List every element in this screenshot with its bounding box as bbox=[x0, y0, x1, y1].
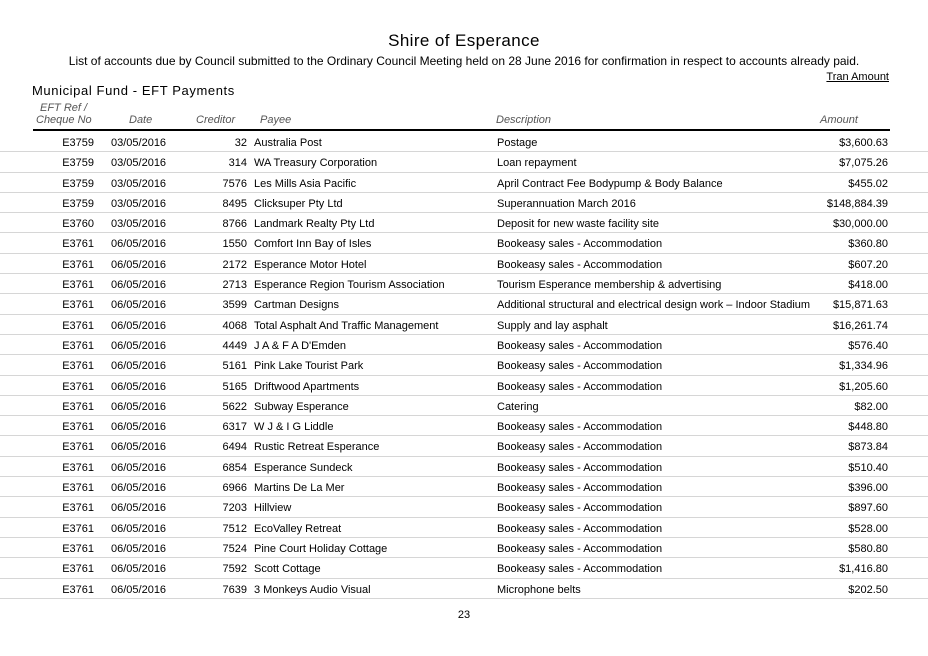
cell-ref: E3759 bbox=[62, 177, 94, 190]
cell-description: Postage bbox=[497, 137, 538, 149]
table-row bbox=[0, 254, 928, 274]
cell-ref: E3761 bbox=[62, 299, 94, 312]
cell-creditor: 2172 bbox=[222, 258, 247, 271]
cell-amount: $3,600.63 bbox=[839, 137, 888, 149]
cell-creditor: 6966 bbox=[222, 482, 247, 495]
header-ref-line2: Cheque No bbox=[36, 114, 92, 126]
table-row bbox=[0, 355, 928, 375]
cell-date: 06/05/2016 bbox=[111, 563, 167, 576]
cell-ref: E3761 bbox=[62, 542, 94, 555]
cell-date: 03/05/2016 bbox=[111, 137, 167, 149]
cell-creditor: 7524 bbox=[222, 542, 247, 555]
cell-amount: $455.02 bbox=[848, 177, 888, 190]
cell-payee: 3 Monkeys Audio Visual bbox=[254, 583, 371, 596]
cell-ref: E3759 bbox=[62, 137, 94, 149]
cell-payee: Cartman Designs bbox=[254, 299, 339, 312]
cell-payee: Scott Cottage bbox=[254, 563, 321, 576]
cell-description: Microphone belts bbox=[497, 583, 581, 596]
table-row bbox=[0, 579, 928, 599]
cell-ref: E3761 bbox=[62, 339, 94, 352]
cell-date: 06/05/2016 bbox=[111, 583, 167, 596]
cell-creditor: 7512 bbox=[222, 522, 247, 535]
cell-amount: $510.40 bbox=[848, 461, 888, 474]
cell-amount: $576.40 bbox=[848, 339, 888, 352]
cell-creditor: 314 bbox=[228, 157, 247, 170]
cell-creditor: 6494 bbox=[222, 441, 247, 454]
cell-creditor: 7592 bbox=[222, 563, 247, 576]
cell-date: 03/05/2016 bbox=[111, 197, 167, 210]
cell-creditor: 5161 bbox=[222, 360, 247, 373]
cell-payee: Subway Esperance bbox=[254, 400, 349, 413]
cell-creditor: 5165 bbox=[222, 380, 247, 393]
cell-ref: E3761 bbox=[62, 461, 94, 474]
table-row bbox=[0, 436, 928, 456]
cell-date: 06/05/2016 bbox=[111, 400, 167, 413]
cell-payee: WA Treasury Corporation bbox=[254, 157, 378, 170]
cell-description: Superannuation March 2016 bbox=[497, 197, 636, 210]
table-row bbox=[0, 213, 928, 233]
cell-ref: E3760 bbox=[62, 218, 94, 231]
cell-creditor: 6854 bbox=[222, 461, 247, 474]
cell-payee: W J & I G Liddle bbox=[254, 421, 334, 434]
cell-amount: $448.80 bbox=[848, 421, 888, 434]
table-row bbox=[0, 193, 928, 213]
cell-description: Bookeasy sales - Accommodation bbox=[497, 441, 663, 454]
cell-ref: E3761 bbox=[62, 583, 94, 596]
cell-ref: E3759 bbox=[62, 157, 94, 170]
cell-amount: $202.50 bbox=[848, 583, 888, 596]
cell-ref: E3761 bbox=[62, 258, 94, 271]
cell-payee: Pink Lake Tourist Park bbox=[254, 360, 364, 373]
cell-creditor: 32 bbox=[234, 137, 247, 149]
cell-payee: Clicksuper Pty Ltd bbox=[254, 197, 343, 210]
cell-description: Bookeasy sales - Accommodation bbox=[497, 542, 663, 555]
cell-description: Supply and lay asphalt bbox=[497, 319, 608, 332]
cell-creditor: 4068 bbox=[222, 319, 247, 332]
cell-amount: $7,075.26 bbox=[839, 157, 888, 170]
cell-description: Bookeasy sales - Accommodation bbox=[497, 522, 663, 535]
cell-amount: $580.80 bbox=[848, 542, 888, 555]
cell-description: April Contract Fee Bodypump & Body Balance bbox=[497, 177, 723, 190]
table-row bbox=[0, 274, 928, 294]
table-row bbox=[0, 457, 928, 477]
cell-date: 06/05/2016 bbox=[111, 258, 167, 271]
table-row bbox=[0, 315, 928, 335]
cell-date: 06/05/2016 bbox=[111, 279, 167, 292]
header-creditor: Creditor bbox=[196, 114, 236, 126]
table-row bbox=[0, 335, 928, 355]
cell-payee: Les Mills Asia Pacific bbox=[254, 177, 357, 190]
cell-amount: $30,000.00 bbox=[832, 218, 888, 231]
cell-creditor: 8766 bbox=[222, 218, 247, 231]
cell-amount: $607.20 bbox=[848, 258, 888, 271]
cell-ref: E3761 bbox=[62, 522, 94, 535]
cell-payee: Esperance Region Tourism Association bbox=[254, 279, 445, 292]
cell-date: 06/05/2016 bbox=[111, 522, 167, 535]
cell-ref: E3761 bbox=[62, 319, 94, 332]
cell-payee: Martins De La Mer bbox=[254, 482, 345, 495]
cell-payee: Pine Court Holiday Cottage bbox=[254, 542, 388, 555]
section-heading: Municipal Fund - EFT Payments bbox=[32, 83, 235, 98]
header-divider bbox=[33, 129, 890, 131]
header-ref-line1: EFT Ref / bbox=[40, 102, 88, 114]
cell-payee: J A & F A D'Emden bbox=[254, 339, 346, 352]
cell-description: Additional structural and electrical design work – Indoor Stadium bbox=[497, 299, 811, 312]
cell-description: Loan repayment bbox=[497, 157, 577, 170]
table-row bbox=[0, 538, 928, 558]
cell-ref: E3761 bbox=[62, 563, 94, 576]
cell-payee: Total Asphalt And Traffic Management bbox=[254, 319, 439, 332]
cell-ref: E3761 bbox=[62, 502, 94, 515]
cell-creditor: 1550 bbox=[222, 238, 247, 251]
cell-description: Bookeasy sales - Accommodation bbox=[497, 238, 663, 251]
table-row bbox=[0, 518, 928, 538]
cell-amount: $1,334.96 bbox=[839, 360, 888, 373]
cell-payee: Hillview bbox=[254, 502, 292, 515]
cell-date: 03/05/2016 bbox=[111, 218, 167, 231]
cell-description: Bookeasy sales - Accommodation bbox=[497, 502, 663, 515]
cell-date: 06/05/2016 bbox=[111, 482, 167, 495]
cell-description: Bookeasy sales - Accommodation bbox=[497, 421, 663, 434]
cell-ref: E3761 bbox=[62, 400, 94, 413]
cell-description: Bookeasy sales - Accommodation bbox=[497, 482, 663, 495]
cell-payee: Landmark Realty Pty Ltd bbox=[254, 218, 375, 231]
cell-creditor: 6317 bbox=[222, 421, 247, 434]
cell-payee: Esperance Motor Hotel bbox=[254, 258, 367, 271]
header-payee: Payee bbox=[260, 114, 292, 126]
cell-amount: $396.00 bbox=[848, 482, 888, 495]
cell-creditor: 3599 bbox=[222, 299, 247, 312]
cell-ref: E3761 bbox=[62, 360, 94, 373]
cell-description: Tourism Esperance membership & advertising bbox=[497, 279, 722, 292]
table-header bbox=[0, 100, 928, 132]
cell-date: 03/05/2016 bbox=[111, 177, 167, 190]
page-title: Shire of Esperance bbox=[388, 31, 540, 50]
cell-date: 06/05/2016 bbox=[111, 461, 167, 474]
cell-creditor: 2713 bbox=[222, 279, 247, 292]
cell-description: Bookeasy sales - Accommodation bbox=[497, 258, 663, 271]
tran-amount-label: Tran Amount bbox=[826, 71, 889, 83]
cell-amount: $16,261.74 bbox=[832, 319, 888, 332]
table-row bbox=[0, 132, 928, 152]
cell-description: Bookeasy sales - Accommodation bbox=[497, 563, 663, 576]
cell-payee: Esperance Sundeck bbox=[254, 461, 353, 474]
cell-ref: E3761 bbox=[62, 279, 94, 292]
table-row bbox=[0, 376, 928, 396]
cell-amount: $528.00 bbox=[848, 522, 888, 535]
cell-amount: $360.80 bbox=[848, 238, 888, 251]
cell-amount: $148,884.39 bbox=[826, 197, 888, 210]
cell-amount: $15,871.63 bbox=[832, 299, 888, 312]
cell-description: Bookeasy sales - Accommodation bbox=[497, 360, 663, 373]
cell-creditor: 4449 bbox=[222, 339, 247, 352]
table-row bbox=[0, 416, 928, 436]
header-date: Date bbox=[129, 114, 153, 126]
cell-date: 06/05/2016 bbox=[111, 299, 167, 312]
page-subtitle: List of accounts due by Council submitted to the Ordinary Council Meeting held on 28 June 2016 for confirmation in respect to accounts already paid. bbox=[68, 54, 860, 68]
payments-table-body bbox=[0, 132, 928, 599]
cell-description: Bookeasy sales - Accommodation bbox=[497, 339, 663, 352]
cell-creditor: 7576 bbox=[222, 177, 247, 190]
cell-description: Bookeasy sales - Accommodation bbox=[497, 380, 663, 393]
cell-amount: $1,416.80 bbox=[839, 563, 888, 576]
cell-amount: $897.60 bbox=[848, 502, 888, 515]
cell-date: 06/05/2016 bbox=[111, 380, 167, 393]
table-row bbox=[0, 558, 928, 578]
cell-amount: $418.00 bbox=[848, 279, 888, 292]
table-row bbox=[0, 477, 928, 497]
cell-ref: E3761 bbox=[62, 441, 94, 454]
cell-ref: E3761 bbox=[62, 482, 94, 495]
cell-date: 06/05/2016 bbox=[111, 441, 167, 454]
cell-description: Catering bbox=[497, 400, 539, 413]
cell-creditor: 7203 bbox=[222, 502, 247, 515]
cell-ref: E3759 bbox=[62, 197, 94, 210]
table-row bbox=[0, 152, 928, 172]
cell-description: Bookeasy sales - Accommodation bbox=[497, 461, 663, 474]
cell-payee: Australia Post bbox=[254, 137, 322, 149]
cell-date: 06/05/2016 bbox=[111, 360, 167, 373]
cell-date: 06/05/2016 bbox=[111, 421, 167, 434]
cell-date: 06/05/2016 bbox=[111, 502, 167, 515]
cell-payee: Comfort Inn Bay of Isles bbox=[254, 238, 372, 251]
cell-date: 06/05/2016 bbox=[111, 542, 167, 555]
table-row bbox=[0, 294, 928, 314]
header-amount: Amount bbox=[820, 114, 858, 126]
cell-amount: $82.00 bbox=[854, 400, 888, 413]
cell-date: 03/05/2016 bbox=[111, 157, 167, 170]
cell-date: 06/05/2016 bbox=[111, 238, 167, 251]
cell-date: 06/05/2016 bbox=[111, 319, 167, 332]
table-row bbox=[0, 233, 928, 253]
table-row bbox=[0, 173, 928, 193]
page-number: 23 bbox=[457, 609, 471, 621]
cell-amount: $1,205.60 bbox=[839, 380, 888, 393]
cell-payee: EcoValley Retreat bbox=[254, 522, 342, 535]
cell-ref: E3761 bbox=[62, 421, 94, 434]
cell-creditor: 8495 bbox=[222, 197, 247, 210]
cell-amount: $873.84 bbox=[848, 441, 888, 454]
cell-payee: Rustic Retreat Esperance bbox=[254, 441, 380, 454]
table-row bbox=[0, 396, 928, 416]
cell-description: Deposit for new waste facility site bbox=[497, 218, 660, 231]
cell-creditor: 7639 bbox=[222, 583, 247, 596]
cell-payee: Driftwood Apartments bbox=[254, 380, 360, 393]
cell-ref: E3761 bbox=[62, 238, 94, 251]
header-description: Description bbox=[496, 114, 552, 126]
cell-ref: E3761 bbox=[62, 380, 94, 393]
cell-date: 06/05/2016 bbox=[111, 339, 167, 352]
cell-creditor: 5622 bbox=[222, 400, 247, 413]
table-row bbox=[0, 497, 928, 517]
